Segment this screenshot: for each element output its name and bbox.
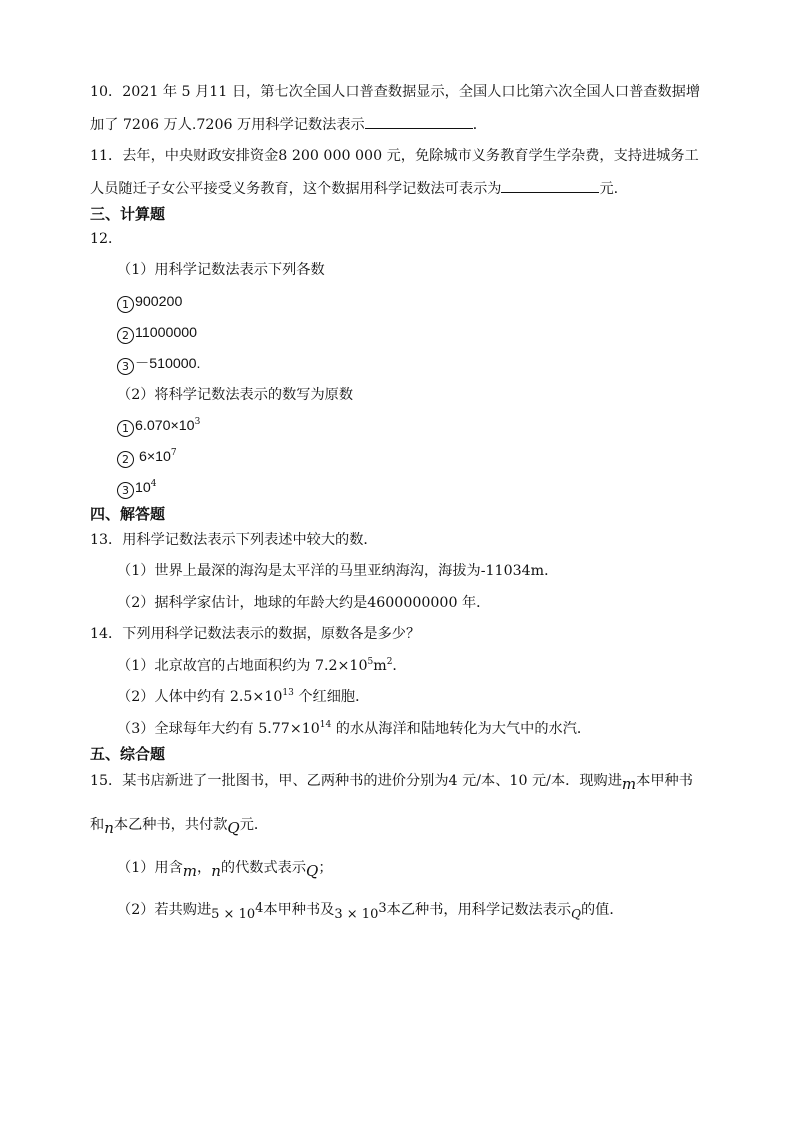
q14-part1-end: ．: [392, 658, 407, 674]
math-var-m: m: [621, 775, 637, 793]
q10-line1: [90, 82, 700, 102]
q15-line2: [90, 814, 268, 835]
q10-end: ．: [472, 117, 487, 133]
q14-part2: [117, 687, 369, 707]
q15-part1: [117, 857, 333, 878]
q15-text-1b: 本甲种书: [636, 773, 693, 789]
q10-text-2: 加了 7206 万人.7206 万用科学记数法表示: [90, 117, 365, 133]
q14-part1-exp: 5: [367, 657, 374, 667]
q15-part2-mid2: 本乙种书，用科学记数法表示: [386, 902, 572, 918]
q12-sci-base-2: 6×10: [135, 449, 171, 465]
q15-text-1: 15．某书店新进了一批图书，甲、乙两种书的进价分别为4 元/本、10 元/本．现购进: [90, 773, 622, 789]
q14-part1-unit: m: [373, 658, 387, 674]
q12-sci-base-1: 6.070×10: [135, 418, 195, 434]
q15-text-2b: 本乙种书，共付款: [113, 817, 228, 833]
q14-part2-exp: 13: [282, 688, 294, 698]
q14-part2-text: （2）人体中约有 2.5×10: [117, 689, 283, 705]
q14-part3-end: 的水从海洋和陆地转化为大气中的水汽．: [331, 721, 592, 737]
q12-part1-item-2: [117, 323, 197, 344]
q15-part2-end: 的值．: [580, 902, 624, 918]
q12-value-1: 900200: [135, 294, 183, 310]
q12-part1-item-1: [117, 292, 182, 313]
q12-part2-item-3: [117, 478, 157, 499]
section-title-calculation: 三、计算题: [90, 205, 166, 223]
circled-number-1: 1: [117, 420, 134, 437]
math-var-m: m: [182, 862, 198, 880]
q14-stem: 14．下列用科学记数法表示的数据，原数各是多少？: [90, 626, 421, 642]
math-expr-b: 3 × 10: [334, 907, 379, 922]
q10-answer-blank[interactable]: [365, 114, 473, 129]
q11-end: 元.: [599, 181, 619, 197]
q15-text-2c: 元．: [239, 817, 269, 833]
q14-part3-exp: 14: [319, 720, 332, 730]
q15-part2: [117, 900, 624, 921]
q12-part1: （1）用科学记数法表示下列各数: [117, 262, 325, 278]
q13-stem: 13．用科学记数法表示下列表述中较大的数．: [90, 532, 378, 548]
q14-part2-end: 个红细胞．: [293, 689, 370, 705]
q15-part1-text: （1）用含: [117, 860, 183, 876]
q15-part1-end: ；: [318, 860, 333, 876]
q11-line1: [90, 146, 699, 166]
q11-text-2: 人员随迁子女公平接受义务教育，这个数据用科学记数法可表示为: [90, 181, 502, 197]
section-title-answer: 四、解答题: [90, 505, 166, 523]
q12-value-3: －510000.: [135, 356, 201, 372]
circled-number-2: 2: [117, 451, 134, 468]
math-var-q: Q: [571, 907, 581, 921]
q15-part2-mid: 本甲种书及: [263, 902, 335, 918]
math-var-q: Q: [306, 862, 319, 880]
circled-number-3: 3: [117, 482, 134, 499]
circled-number-3: 3: [117, 358, 134, 375]
q12-part2-item-1: [117, 416, 200, 437]
q14-part3-text: （3）全球每年大约有 5.77×10: [117, 721, 320, 737]
q12-part1-item-3: [117, 354, 200, 375]
q12-number: 12．: [90, 231, 123, 247]
q14-part1: [117, 656, 407, 676]
circled-number-1: 1: [117, 296, 134, 313]
q11-text-1: 11．去年，中央财政安排资金8 200 000 000 元，免除城市义务教育学生学杂费，支持进城务工: [90, 148, 699, 164]
q14-part1-unit-exp: 2: [386, 657, 393, 667]
q12-sci-base-3: 10: [135, 480, 151, 496]
q12-part2: （2）将科学记数法表示的数写为原数: [117, 387, 354, 403]
math-expr-b-exp: 3: [378, 901, 387, 916]
q12-sci-exp-3: 4: [150, 479, 157, 489]
q15-part1-mid: 的代数式表示: [220, 860, 307, 876]
q12-sci-exp-2: 7: [170, 448, 177, 458]
math-var-q: Q: [227, 819, 240, 837]
q15-part1-sep: ，: [197, 860, 212, 876]
q12-part2-item-2: [117, 447, 177, 468]
math-var-n: n: [211, 862, 221, 880]
q12-sci-exp-1: 3: [194, 417, 201, 427]
q11-answer-blank[interactable]: [501, 178, 599, 193]
q15-text-2: 和: [90, 817, 105, 833]
circled-number-2: 2: [117, 327, 134, 344]
math-var-n: n: [104, 819, 114, 837]
q11-line2: [90, 178, 618, 199]
section-title-comprehensive: 五、综合题: [90, 745, 166, 763]
q15-line1: [90, 770, 693, 791]
q12-value-2: 11000000: [135, 325, 198, 341]
q13-part1: （1）世界上最深的海沟是太平洋的马里亚纳海沟，海拔为-11034m．: [117, 563, 559, 579]
q10-line2: [90, 114, 487, 135]
q10-text-1: 10．2021 年 5 月11 日，第七次全国人口普查数据显示，全国人口比第六次全国人口普查数据增: [90, 84, 701, 100]
math-expr-a: 5 × 10: [211, 907, 256, 922]
q14-part1-text: （1）北京故宫的占地面积约为 7.2×10: [117, 658, 368, 674]
q14-part3: [117, 719, 591, 739]
q15-part2-text: （2）若共购进: [117, 902, 212, 918]
math-expr-a-exp: 4: [255, 901, 264, 916]
q13-part2: （2）据科学家估计，地球的年龄大约是4600000000 年．: [117, 595, 491, 611]
